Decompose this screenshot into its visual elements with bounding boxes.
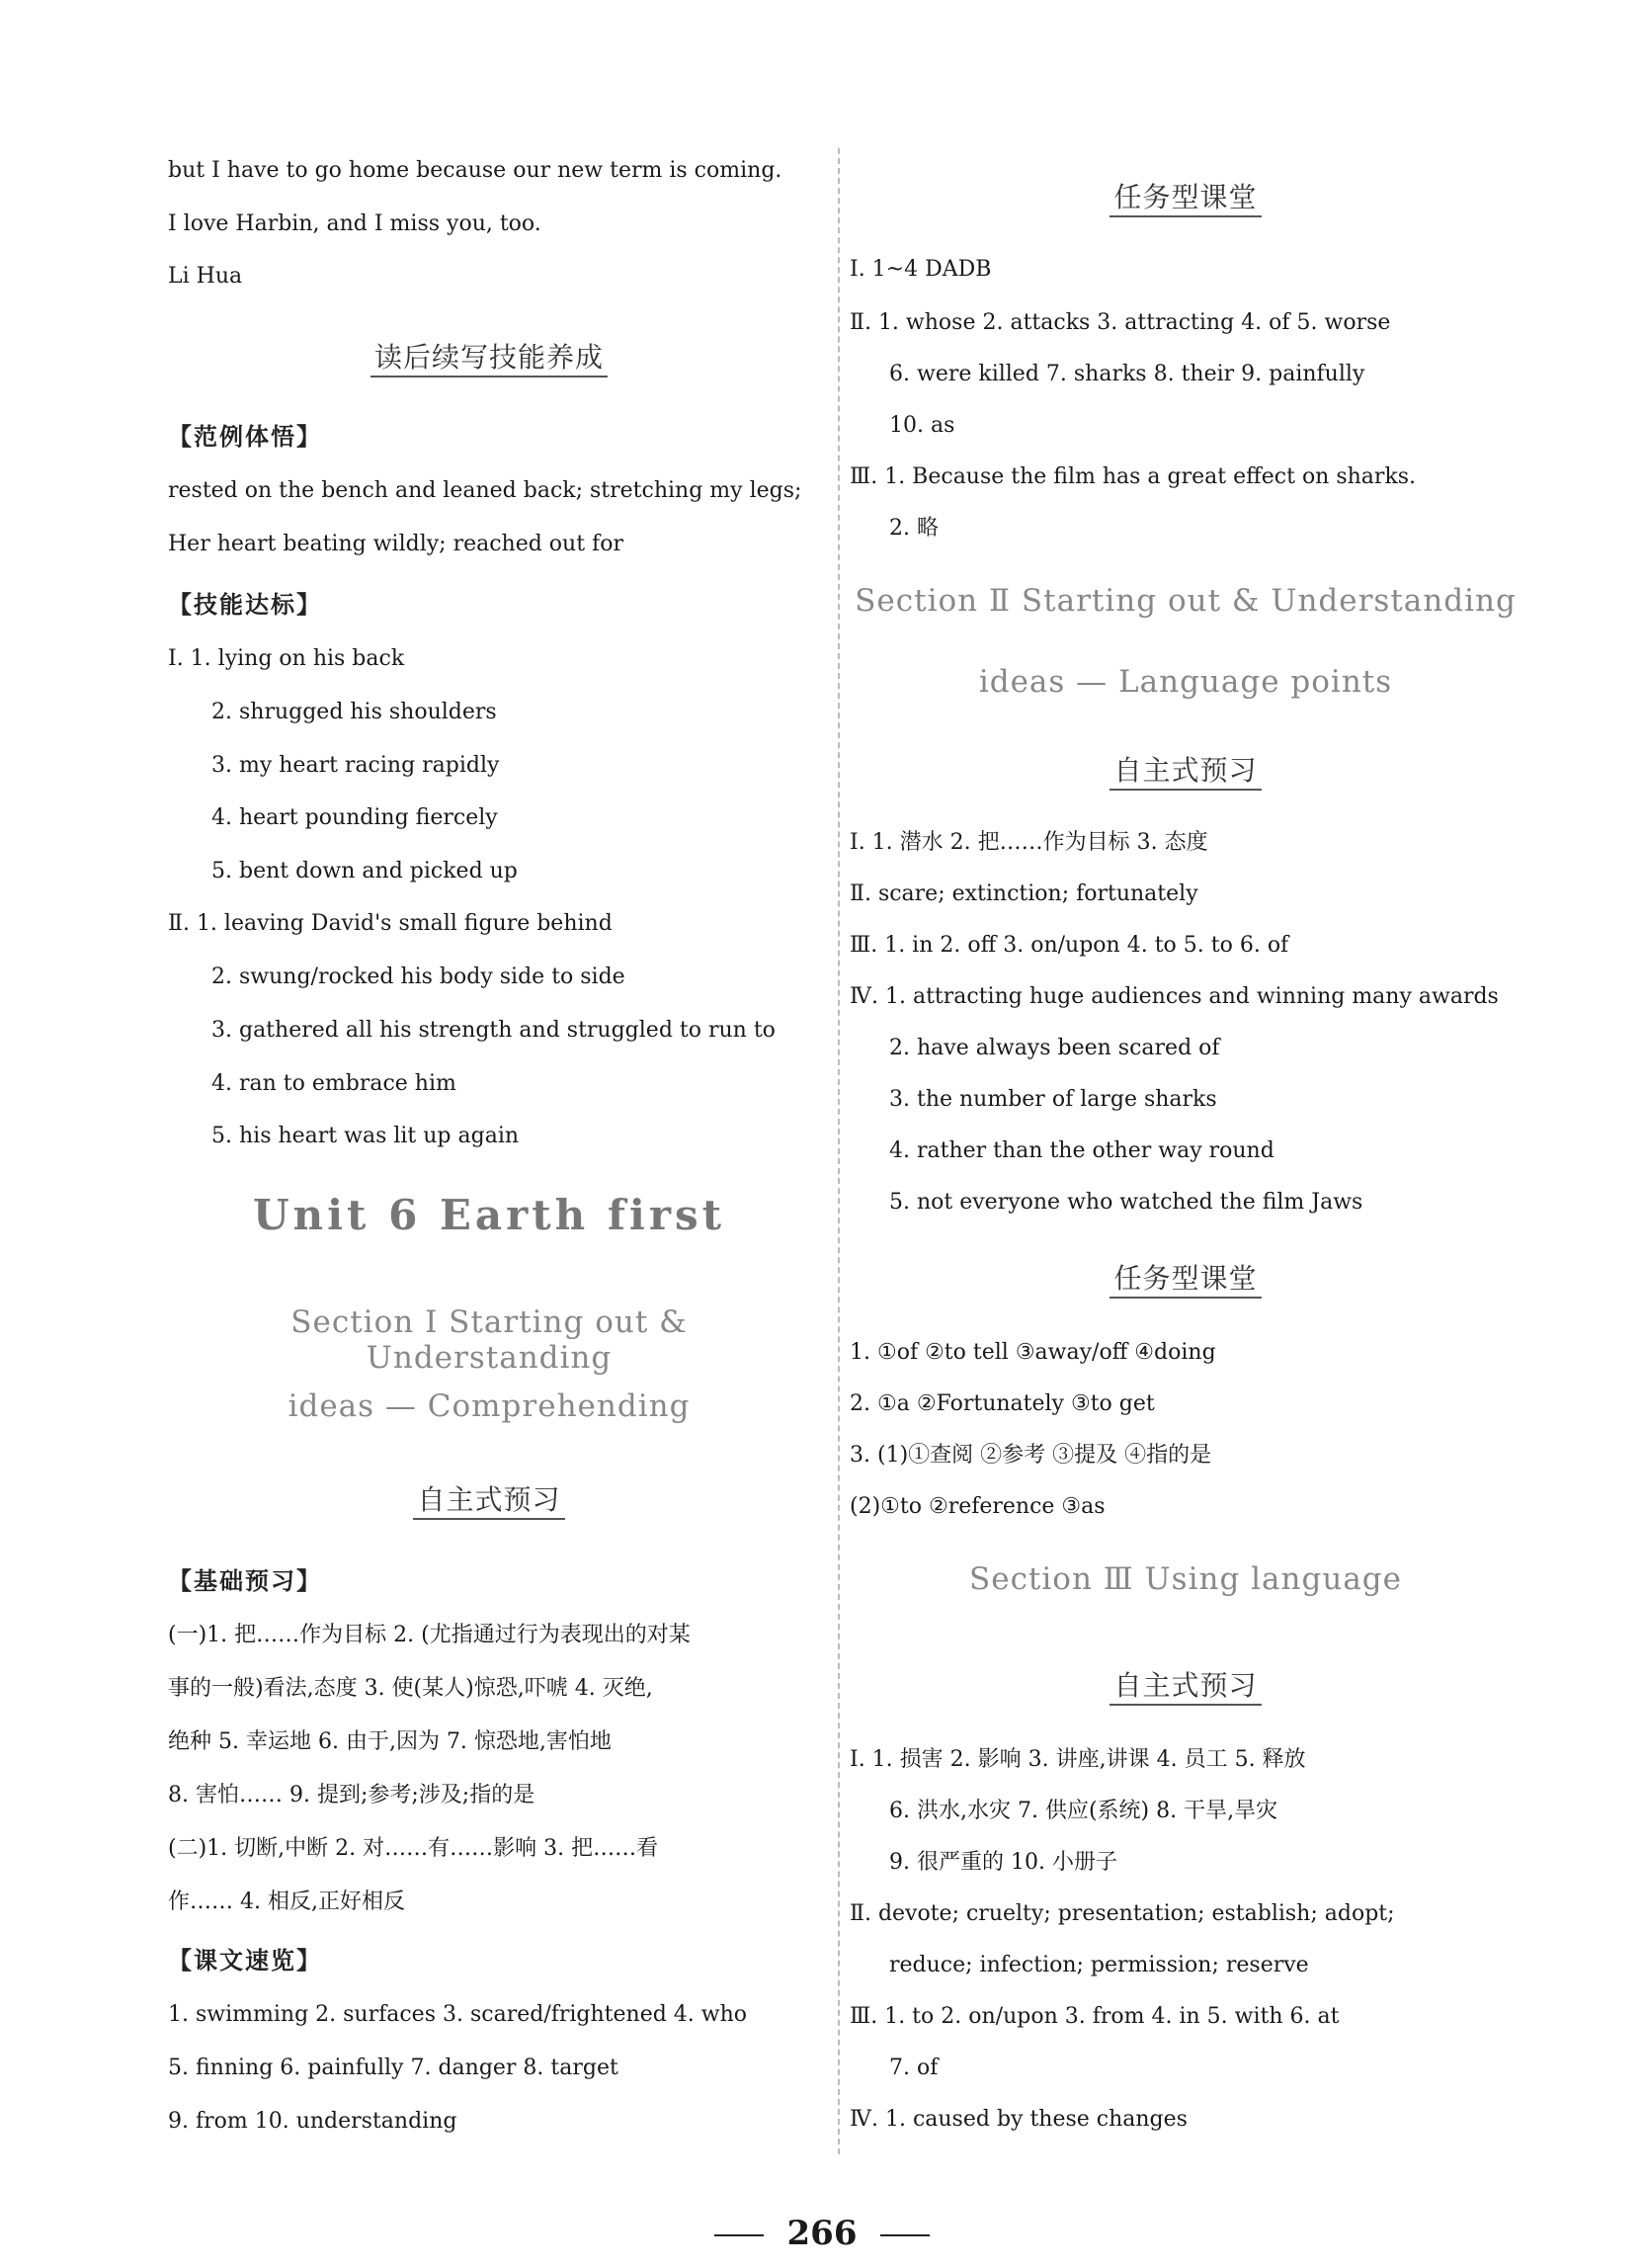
answer-line: 6. were killed 7. sharks 8. their 9. painfully — [889, 362, 1365, 386]
answer-line: 2. have always been scared of — [889, 1036, 1220, 1060]
text-line: I love Harbin, and I miss you, too. — [168, 211, 541, 236]
answer-line: Ⅲ. 1. Because the film has a great effect on sharks. — [850, 464, 1417, 489]
section-title: ideas — Comprehending — [288, 1388, 691, 1424]
text-line: rested on the bench and leaned back; stretching my legs; — [168, 478, 802, 503]
column-divider — [838, 148, 840, 2154]
section-title: Section Ⅰ Starting out & Understanding — [290, 1304, 688, 1376]
answer-line: Ⅱ. devote; cruelty; presentation; establish; adopt; — [850, 1901, 1395, 1926]
section-heading: 任务型课堂 — [850, 1257, 1521, 1297]
text-line: (二)1. 切断,中断 2. 对……有……影响 3. 把……看 — [168, 1836, 659, 1861]
section-title: Section Ⅱ Starting out & Understanding — [855, 583, 1517, 619]
answer-line: 5. not everyone who watched the film Jaws — [889, 1190, 1363, 1215]
section-title: ideas — Language points — [978, 664, 1393, 700]
unit-title: Unit 6 Earth first — [252, 1191, 726, 1239]
answer-line: Ⅰ. 1. 潜水 2. 把……作为目标 3. 态度 — [850, 830, 1208, 855]
answer-line: Ⅰ. 1~4 DADB — [850, 257, 992, 282]
answer-line: 5. bent down and picked up — [211, 859, 518, 883]
answer-line: 3. the number of large sharks — [889, 1087, 1217, 1112]
answer-line: 2. ①a ②Fortunately ③to get — [850, 1391, 1155, 1416]
text-line: 作…… 4. 相反,正好相反 — [168, 1890, 405, 1914]
answer-line: Ⅰ. 1. lying on his back — [168, 646, 405, 671]
answer-line: 2. 略 — [889, 516, 939, 541]
answer-line: 4. heart pounding fiercely — [211, 805, 498, 830]
section-title: Section Ⅲ Using language — [968, 1561, 1402, 1597]
answer-line: 4. rather than the other way round — [889, 1138, 1274, 1163]
text-line: 事的一般)看法,态度 3. 使(某人)惊恐,吓唬 4. 灭绝, — [168, 1676, 653, 1701]
answer-line: Ⅱ. scare; extinction; fortunately — [850, 882, 1198, 906]
answer-line: reduce; infection; permission; reserve — [889, 1953, 1309, 1977]
answer-line: Ⅳ. 1. attracting huge audiences and winning many awards — [850, 984, 1499, 1009]
text-line: Her heart beating wildly; reached out for — [168, 532, 623, 556]
answer-line: 2. shrugged his shoulders — [211, 700, 497, 724]
answer-line: 4. ran to embrace him — [211, 1071, 456, 1096]
answer-line: Ⅳ. 1. caused by these changes — [850, 2107, 1188, 2132]
answer-line: Ⅲ. 1. in 2. off 3. on/upon 4. to 5. to 6. of — [850, 933, 1289, 958]
subsection-label: 【课文速览】 — [168, 1946, 322, 1974]
answer-line: 3. (1)①查阅 ②参考 ③提及 ④指的是 — [850, 1443, 1212, 1468]
footer-dash-left — [714, 2234, 764, 2236]
answer-line: (2)①to ②reference ③as — [850, 1494, 1106, 1519]
answer-line: Ⅱ. 1. leaving David's small figure behind — [168, 911, 613, 936]
answer-line: 6. 洪水,水灾 7. 供应(系统) 8. 干旱,旱灾 — [889, 1799, 1278, 1823]
text-line: 绝种 5. 幸运地 6. 由于,因为 7. 惊恐地,害怕地 — [168, 1729, 612, 1754]
section-heading: 自主式预习 — [168, 1478, 810, 1518]
footer-dash-right — [880, 2234, 930, 2236]
subsection-label: 【技能达标】 — [168, 590, 322, 619]
answer-line: 2. swung/rocked his body side to side — [211, 965, 625, 989]
page-number: 266 — [786, 2214, 858, 2253]
subsection-label: 【范例体悟】 — [168, 422, 322, 451]
answer-line: 5. his heart was lit up again — [211, 1124, 520, 1148]
right-column — [850, 0, 1521, 2154]
text-line: Li Hua — [168, 264, 243, 289]
answer-line: 1. ①of ②to tell ③away/off ④doing — [850, 1340, 1216, 1365]
text-line: (一)1. 把……作为目标 2. (尤指通过行为表现出的对某 — [168, 1623, 691, 1647]
answer-line: 7. of — [889, 2056, 939, 2080]
page-footer — [0, 2214, 1644, 2253]
answer-line: Ⅰ. 1. 损害 2. 影响 3. 讲座,讲课 4. 员工 5. 释放 — [850, 1747, 1306, 1772]
answer-line: 9. from 10. understanding — [168, 2109, 457, 2134]
answer-line: 10. as — [889, 413, 955, 438]
answer-line: 1. swimming 2. surfaces 3. scared/frightened 4. who — [168, 2002, 748, 2027]
section-heading: 自主式预习 — [850, 1664, 1521, 1704]
answer-line: 3. my heart racing rapidly — [211, 753, 500, 778]
subsection-label: 【基础预习】 — [168, 1566, 322, 1595]
answer-line: Ⅲ. 1. to 2. on/upon 3. from 4. in 5. with 6. at — [850, 2004, 1340, 2029]
section-heading: 任务型课堂 — [850, 176, 1521, 215]
text-line: 8. 害怕…… 9. 提到;参考;涉及;指的是 — [168, 1783, 535, 1807]
answer-line: 9. 很严重的 10. 小册子 — [889, 1850, 1117, 1875]
answer-line: 5. finning 6. painfully 7. danger 8. target — [168, 2056, 618, 2080]
text-line: but I have to go home because our new term is coming. — [168, 158, 782, 183]
section-heading: 自主式预习 — [850, 749, 1521, 789]
left-column — [168, 0, 810, 2154]
section-heading: 读后续写技能养成 — [168, 336, 810, 376]
answer-line: Ⅱ. 1. whose 2. attacks 3. attracting 4. of 5. worse — [850, 310, 1391, 335]
answer-line: 3. gathered all his strength and struggled to run to — [211, 1018, 776, 1043]
